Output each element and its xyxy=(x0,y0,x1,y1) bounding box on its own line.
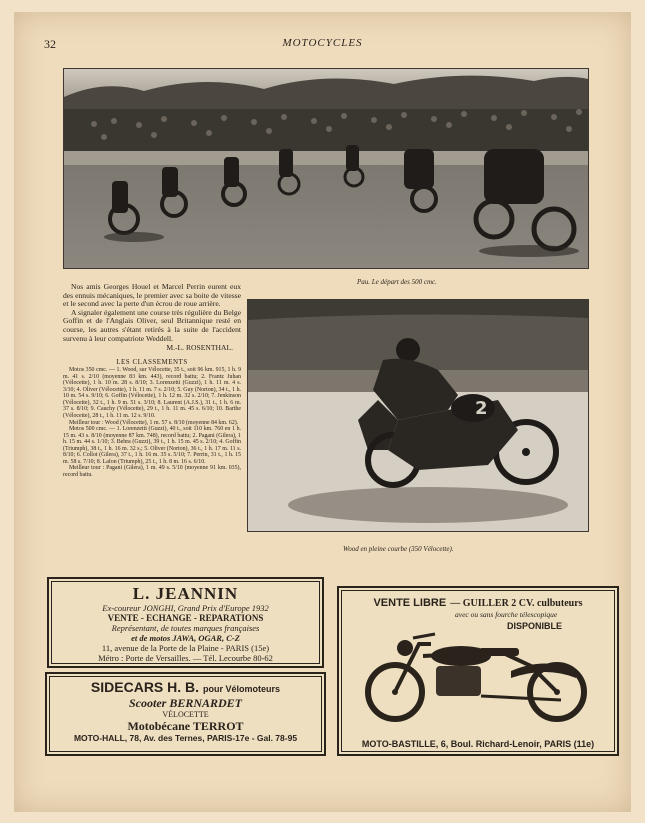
photo-wood-cornering xyxy=(247,299,589,532)
article-paragraph-2: A signaler également une course très régulière du Belge Goffin et de l'Anglais Oliver, seul Britannique resté en course, les autres s'étant retirés à la suite de l'accident survenu à leur compatriote Weddell. xyxy=(63,307,241,343)
caption-wood-cornering: Wood en pleine courbe (350 Vélocette). xyxy=(343,545,454,553)
ad-jeannin-name: L. JEANNIN xyxy=(132,584,239,603)
ad-guiller xyxy=(337,586,619,756)
running-title: MOTOCYCLES xyxy=(282,37,363,49)
page-number: 32 xyxy=(44,37,56,51)
ad-guiller-title-b: — GUILLER 2 CV. culbuteurs xyxy=(450,598,583,609)
ad-jeannin-line1: Ex-coureur JONGHI, Grand Prix d'Europe 1932 xyxy=(102,603,269,613)
results-heading: LES CLASSEMENTS xyxy=(116,358,188,367)
best-lap-350: Meilleur tour : Wood (Vélocette), 1 m. 57 s. 8/10 (moyenne 84 km. 62). xyxy=(69,419,239,426)
article-column xyxy=(63,283,241,478)
ad-jeannin-line3: Représentant, de toutes marques françaises xyxy=(111,623,260,633)
ad-jeannin-line6: Métro : Porte de Versailles. — Tél. Lecourbe 80-62 xyxy=(98,653,273,663)
ad-sidecars-line5: MOTO-HALL, 78, Av. des Ternes, PARIS-17e - Gal. 78-95 xyxy=(73,733,298,743)
wood-cornering-illustration xyxy=(248,300,588,531)
ad-sidecars-line3: VÉLOCETTE xyxy=(162,710,209,719)
caption-race-start: Pau. Le départ des 500 cmc. xyxy=(357,278,437,286)
results-500: Motos 500 cmc. — 1. Lorenzetti (Guzzi), 40 t., soit 110 km. 760 en 1 h. 15 m. 43 s. 8/10 (moyenne 87 km. 748), record battu; 2. Pagani (Gilera), 1 h. 15 m. 44 s. 1/10; 3. Behra (Guzzi), 39 t., 1 h. 15 m. 45 s. 2/10; 4. Goffin (Triumph), 38 t., 1 h. 16 m. 32 s.; 5. Oliver (Norton), 36 t., 1 h. 17 m. 11 s. 8/10; 6. Collot (Gilera), 37 t., 1 h. 16 m. 35 s. 5/10; 7. Perrin, 31 t., 1 h. 15 m. 58 s. 7/10; 8. Lafon (Triumph), 25 t., 1 h. 8 m. 16 s. 6/10. xyxy=(63,426,241,465)
ad-guiller-footer: MOTO-BASTILLE, 6, Boul. Richard-Lenoir, PARIS (11e) xyxy=(361,739,595,749)
ad-jeannin-line5: 11, avenue de la Porte de la Plaine - PARIS (15e) xyxy=(101,643,270,653)
ad-guiller-line3: DISPONIBLE xyxy=(507,621,563,631)
photo-race-start xyxy=(63,68,589,269)
race-start-illustration xyxy=(64,69,588,268)
ad-jeannin xyxy=(47,577,324,668)
results-350: Motos 350 cmc. — 1. Wood, sur Vélocette, 35 t., soit 96 km. 915, 1 h. 9 m. 41 s. 2/10 (moyenne 83 km. 443), record battu; 2. Frantz Juhan (Vélocette), 1 h. 10 m. 28 s. 8/10; 3. Lorenzetti (Guzzi), 1 h. 11 m. 4 s. 3/10; 4. Oliver (Vélocette), 1 h. 11 m. 7 s. 2/10; 5. Guy (Norton), 34 t., 1 h. 10 m. 54 s. 9/10; 6. Goffin (Vélocette), 1 h. 12 m. 32 s. 2/10; 7. Jenkinson (Vélocette), 32 t., 1 h. 9 m. 51 s. 3/10; 8. Laurent (A.J.S.), 31 t., 1 h. 6 m. 37 s. 8/10; 9. Cauchy (Vélocette), 29 t., 1 h. 11 m. 45 s. 6/10; 10. Barthe (Vélocette), 28 t., 1 h. 11 m. 12 s. 9/10. xyxy=(63,367,241,419)
ad-sidecars-line2: Scooter BERNARDET xyxy=(128,696,242,710)
ad-sidecars-title-suffix: pour Vélomoteurs xyxy=(203,684,281,694)
best-lap-500: Meilleur tour : Pagani (Gilera), 1 m. 49 s. 5/10 (moyenne 91 km. 035), record battu. xyxy=(63,465,241,478)
ad-jeannin-line2: VENTE - ECHANGE - REPARATIONS xyxy=(107,613,264,623)
ad-guiller-line2: avec ou sans fourche télescopique xyxy=(455,610,558,619)
ad-guiller-title-a: VENTE LIBRE xyxy=(373,597,447,609)
race-number: 2 xyxy=(475,398,488,419)
ad-jeannin-line4: et de motos JAWA, OGAR, C-Z xyxy=(131,633,240,643)
ad-sidecars-title: SIDECARS H. B. xyxy=(90,679,200,695)
motorcycle-illustration xyxy=(361,626,591,726)
ad-sidecars xyxy=(45,672,326,756)
ad-sidecars-line4: Motobécane TERROT xyxy=(127,719,244,733)
article-paragraph-1: Nos amis Georges Houel et Marcel Perrin eurent eux des ennuis mécaniques, le premier avec sa boite de vitesse et le second avec la perte d'un écrou de roue arrière. xyxy=(63,282,241,309)
article-signature: M.-L. ROSENTHAL. xyxy=(166,343,233,353)
